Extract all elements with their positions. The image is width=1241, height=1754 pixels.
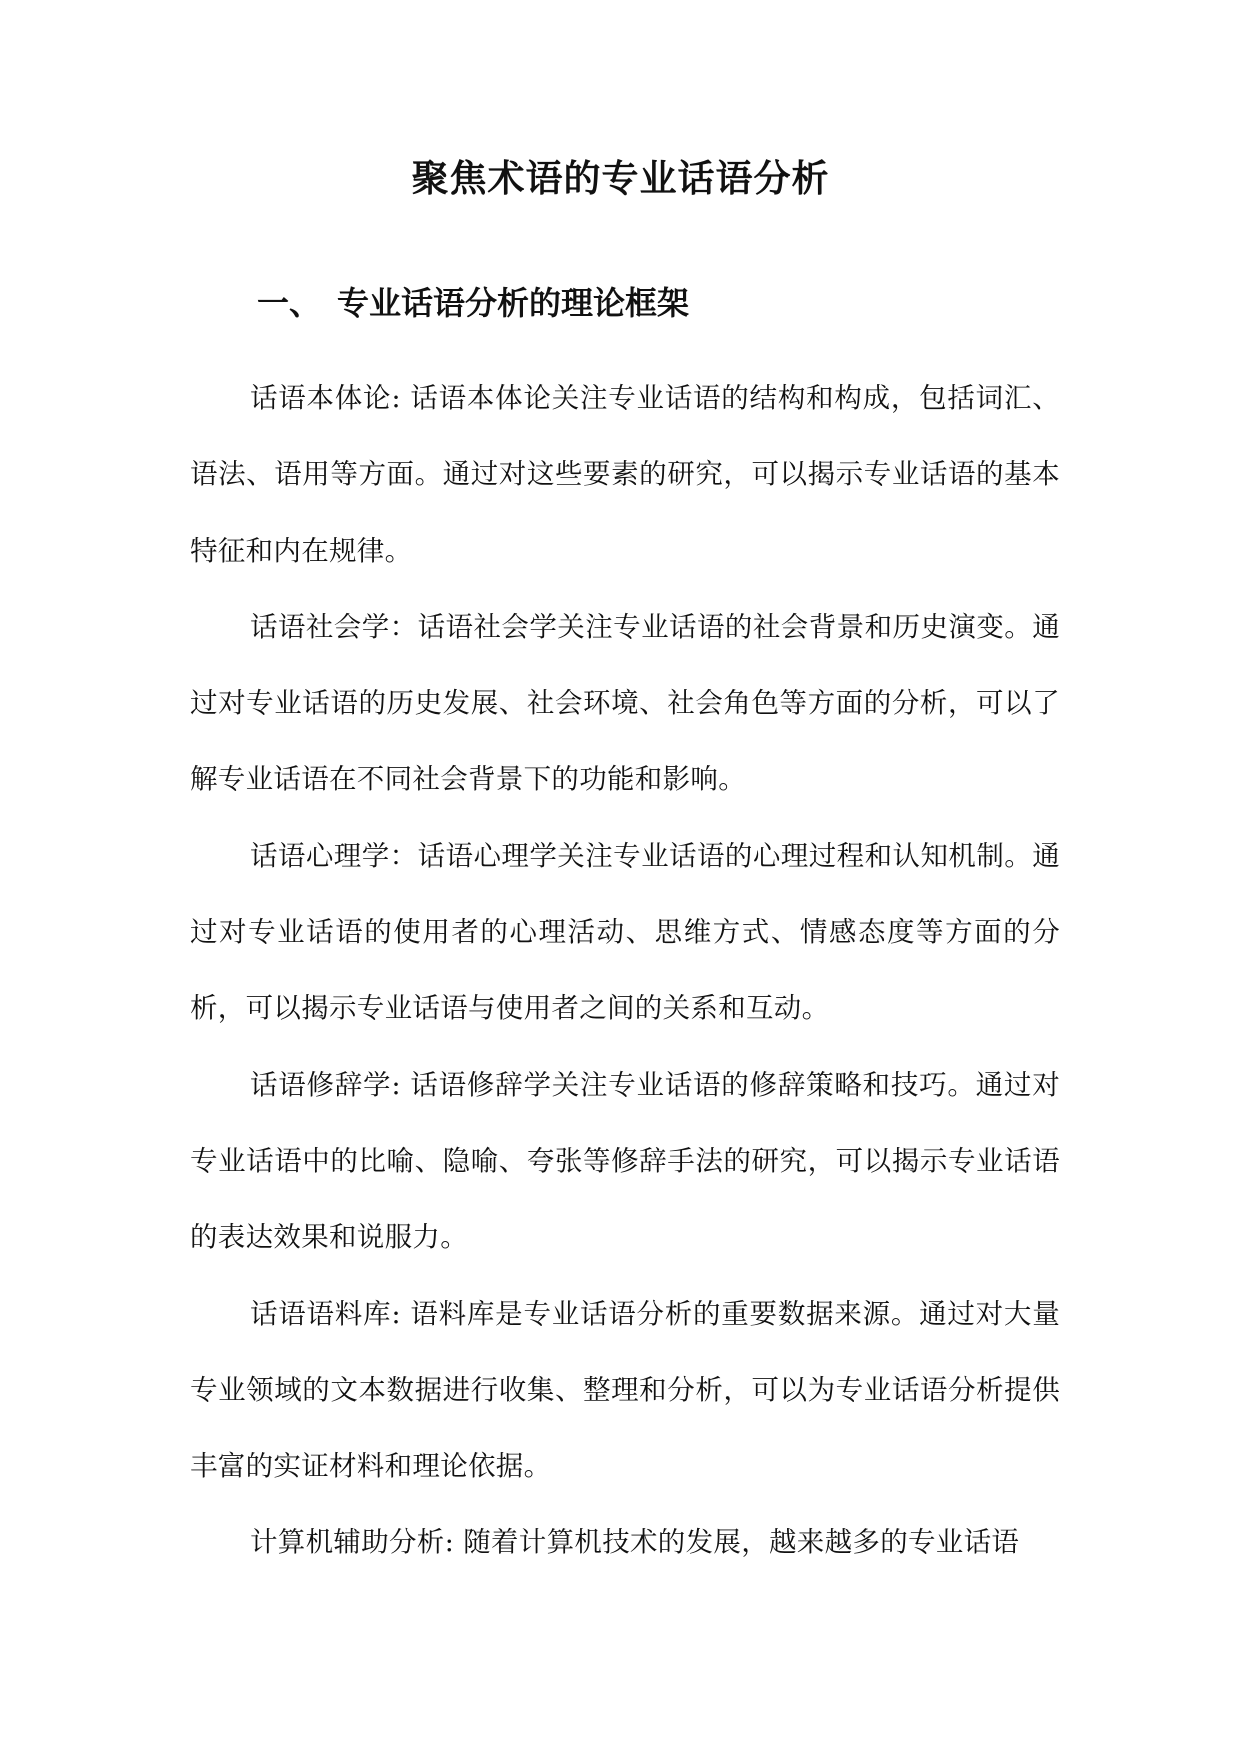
section-number: 一、 [257, 284, 322, 322]
section-title: 专业话语分析的理论框架 [337, 284, 690, 322]
paragraph-discourse-sociology: 话语社会学：话语社会学关注专业话语的社会背景和历史演变。通过对专业话语的历史发展、社会环境、社会角色等方面的分析，可以了解专业话语在不同社会背景下的功能和影响。 [190, 610, 1060, 796]
paragraph-discourse-psychology: 话语心理学：话语心理学关注专业话语的心理过程和认知机制。通过对专业话语的使用者的心理活动、思维方式、情感态度等方面的分析，可以揭示专业话语与使用者之间的关系和互动。 [190, 839, 1060, 1025]
paragraph-discourse-rhetoric: 话语修辞学: 话语修辞学关注专业话语的修辞策略和技巧。通过对专业话语中的比喻、隐喻、夸张等修辞手法的研究，可以揭示专业话语的表达效果和说服力。 [190, 1068, 1060, 1254]
paragraph-computer-aided-analysis: 计算机辅助分析: 随着计算机技术的发展，越来越多的专业话语 [250, 1526, 1020, 1559]
section-heading [257, 275, 689, 331]
body-text [190, 360, 1060, 1581]
paragraph-discourse-corpus: 话语语料库: 语料库是专业话语分析的重要数据来源。通过对大量专业领域的文本数据进行收集、整理和分析，可以为专业话语分析提供丰富的实证材料和理论依据。 [190, 1297, 1060, 1483]
document-title: 聚焦术语的专业话语分析 [411, 156, 830, 200]
paragraph-discourse-ontology: 话语本体论: 话语本体论关注专业话语的结构和构成，包括词汇、语法、语用等方面。通过对这些要素的研究，可以揭示专业话语的基本特征和内在规律。 [190, 382, 1060, 567]
